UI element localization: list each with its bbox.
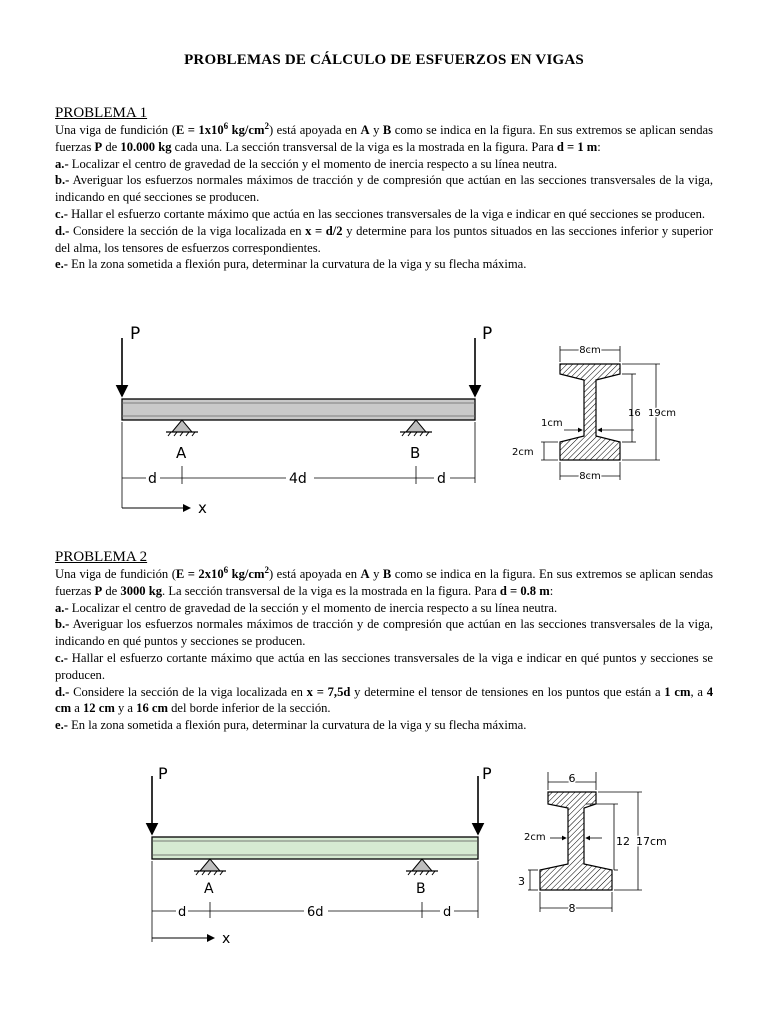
problem-2-heading: PROBLEMA 2 xyxy=(55,549,148,565)
page-title: PROBLEMAS DE CÁLCULO DE ESFUERZOS EN VIGAS xyxy=(184,52,584,68)
beam xyxy=(122,399,475,420)
problem-2-item-c: c.- Hallar el esfuerzo cortante máximo que actúa en las secciones transversales de la viga e indicar en qué puntos y secciones se producen. xyxy=(55,650,713,682)
beam xyxy=(152,837,478,859)
dim-bottom-width: 8 xyxy=(568,902,576,915)
problem-1-beam-diagram xyxy=(100,318,500,524)
support-a-label: A xyxy=(176,444,187,462)
load-label-left: P xyxy=(130,324,141,344)
support-b xyxy=(406,859,438,875)
dim-mid: 6d xyxy=(307,905,324,920)
dim-web-thickness: 1cm xyxy=(541,418,563,429)
dim-left: d xyxy=(178,905,187,920)
dim-flange-thickness: 3 xyxy=(518,875,525,888)
problem-1-intro: Una viga de fundición ($E = 1x10^6$ $kg/cm^2$) está apoyada en A y B como se indica en la figura. En sus extremos se aplican sendas fuerzas P de 10.000 kg cada una. La sección transversal de la viga es la mostrada en la figura. Para d = 1 m: xyxy=(55,120,714,154)
load-label-right: P xyxy=(482,324,493,344)
i-section-shape xyxy=(560,364,620,460)
support-a-label: A xyxy=(204,881,214,897)
support-a xyxy=(194,859,226,875)
problem-2-item-a: a.- Localizar el centro de gravedad de la sección y el momento de inercia respecto a su línea neutra. xyxy=(55,600,558,615)
dim-web-height: 16 xyxy=(628,408,641,419)
dim-total-height: 19cm xyxy=(648,408,676,419)
dim-flange-thickness: 2cm xyxy=(512,447,534,458)
support-a xyxy=(166,420,198,436)
dim-top-width: 8cm xyxy=(579,345,601,356)
problem-2-item-d: d.- Considere la sección de la viga localizada en x = 7,5d y determine el tensor de tensiones en los puntos que están a 1 cm, a 4 cm a 12 cm y a 16 cm del borde inferior de la sección. xyxy=(55,684,713,716)
dim-right: d xyxy=(437,471,446,487)
support-b-label: B xyxy=(410,444,421,462)
problem-2-intro: Una viga de fundición ($E = 2x10^6$ $kg/cm^2$) está apoyada en A y B como se indica en la figura. En sus extremos se aplican sendas fuerzas P de 3000 kg. La sección transversal de la viga es la mostrada en la figura. Para d = 0.8 m: xyxy=(55,564,714,598)
support-b-label: B xyxy=(416,881,426,897)
load-label-right: P xyxy=(482,764,492,783)
dim-left: d xyxy=(148,471,157,487)
problem-1-item-d: d.- Considere la sección de la viga localizada en x = d/2 y determine para los puntos situados en las secciones inferior y superior del alma, los tensores de esfuerzos correspondientes. xyxy=(55,223,713,255)
load-label-left: P xyxy=(158,764,168,783)
support-b xyxy=(400,420,432,436)
dim-top-width: 6 xyxy=(568,772,576,785)
problem-1-item-a: a.- Localizar el centro de gravedad de la sección y el momento de inercia respecto a su línea neutra. xyxy=(55,156,558,171)
problem-1-item-c: c.- Hallar el esfuerzo cortante máximo que actúa en las secciones transversales de la viga e indicar en qué secciones se producen. xyxy=(55,206,706,221)
dim-total-height: 17cm xyxy=(636,835,667,848)
dim-web-thickness: 2cm xyxy=(524,832,546,843)
problem-2-beam-diagram xyxy=(130,762,510,952)
problem-1-item-b: b.- Averiguar los esfuerzos normales máximos de tracción y de compresión que actúan en las secciones transversales de la viga, indicando en qué secciones se producen. xyxy=(55,173,713,205)
dim-bottom-width: 8cm xyxy=(579,471,601,482)
problem-2-item-e: e.- En la zona sometida a flexión pura, determinar la curvatura de la viga y su flecha máxima. xyxy=(55,718,527,733)
problem-2-cross-section xyxy=(514,768,694,918)
dim-mid: 4d xyxy=(289,471,307,487)
problem-1-item-e: e.- En la zona sometida a flexión pura, determinar la curvatura de la viga y su flecha máxima. xyxy=(55,257,527,272)
problem-2 xyxy=(55,548,713,734)
problem-1-heading: PROBLEMA 1 xyxy=(55,105,148,121)
problem-1-cross-section xyxy=(508,338,698,490)
i-section-shape xyxy=(540,792,612,890)
dim-right: d xyxy=(443,905,452,920)
x-axis-label: x xyxy=(222,931,231,947)
problem-1 xyxy=(55,104,713,273)
dim-web-height: 12 xyxy=(616,835,630,848)
problem-2-item-b: b.- Averiguar los esfuerzos normales máximos de tracción y de compresión que actúan en las secciones transversales de la viga, indicando en qué puntos y secciones se producen. xyxy=(55,617,713,649)
x-axis-label: x xyxy=(198,499,207,517)
